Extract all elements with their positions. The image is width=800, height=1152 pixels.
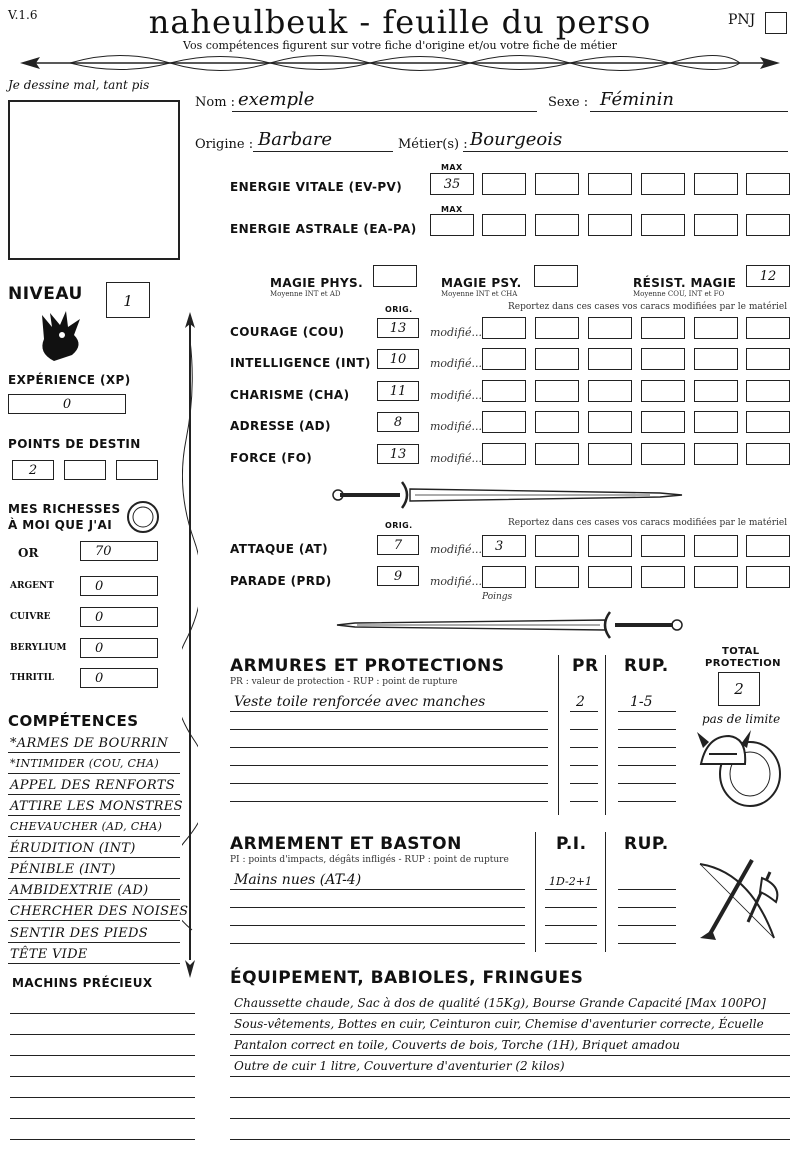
skill-item[interactable]: *INTIMIDER (COU, CHA)	[10, 757, 159, 770]
stat-orig-box[interactable]	[377, 318, 419, 338]
destin-label: POINTS DE DESTIN	[8, 437, 141, 451]
wealth-value: 0	[95, 579, 104, 594]
sheet-subtitle: Vos compétences figurent sur votre fiche d'origine et/ou votre fiche de métier	[183, 39, 617, 52]
stat-mod-box[interactable]	[535, 317, 579, 339]
wealth-value: 70	[95, 544, 112, 559]
ev-box-3[interactable]	[588, 173, 632, 195]
parade-value: 9	[393, 569, 403, 584]
nom-underline	[232, 111, 537, 112]
stats-note: Reportez dans ces cases vos caracs modifiées par le matériel	[508, 302, 788, 312]
wealth-value: 0	[95, 610, 104, 625]
skill-item[interactable]: PÉNIBLE (INT)	[10, 862, 116, 877]
stat-mod-box[interactable]	[746, 443, 790, 465]
stat-mod-box[interactable]	[535, 380, 579, 402]
armor-pr-line[interactable]	[570, 711, 598, 712]
armor-line[interactable]	[230, 711, 548, 712]
weapon-line[interactable]	[230, 907, 525, 908]
weapon-pi-line[interactable]	[545, 889, 597, 890]
attaque-mod-box-5[interactable]	[694, 535, 738, 557]
resist-magie-note: Moyenne COU, INT et FO	[633, 290, 725, 298]
stats-orig-label: ORIG.	[385, 305, 413, 314]
armor-pr-line[interactable]	[570, 765, 598, 766]
equipment-line-text[interactable]: Pantalon correct en toile, Couverts de bois, Torche (1H), Briquet amadou	[234, 1038, 681, 1052]
spear-ornament	[182, 310, 198, 980]
stat-modified-label: modifié...	[430, 326, 482, 339]
armement-rup-header: RUP.	[624, 834, 669, 854]
total-protection-box[interactable]	[718, 672, 760, 706]
stat-value: 13	[389, 321, 407, 336]
parade-label: PARADE (PRD)	[230, 574, 332, 588]
wealth-label: CUIVRE	[10, 612, 51, 622]
magie-phys-note: Moyenne INT et AD	[270, 290, 341, 298]
treasure-line[interactable]	[10, 1139, 195, 1140]
ea-box-4[interactable]	[641, 214, 685, 236]
equipment-line[interactable]	[230, 1055, 790, 1056]
skill-underline	[8, 815, 180, 816]
stat-mod-box[interactable]	[746, 380, 790, 402]
skill-item[interactable]: ATTIRE LES MONSTRES	[10, 799, 183, 814]
attaque-mod-box-2[interactable]	[535, 535, 579, 557]
parade-mod-box-2[interactable]	[535, 566, 579, 588]
equipment-line[interactable]	[230, 1139, 790, 1140]
stat-mod-box[interactable]	[641, 348, 685, 370]
stat-value: 13	[389, 447, 407, 462]
attaque-mod-value: 3	[495, 539, 504, 554]
portrait-box[interactable]	[8, 100, 180, 260]
treasure-line[interactable]	[10, 1076, 195, 1077]
armures-title: ARMURES ET PROTECTIONS	[230, 656, 505, 676]
weapon-pi-line[interactable]	[545, 925, 597, 926]
destin-box-2[interactable]	[64, 460, 106, 480]
total-protection-value: 2	[734, 680, 744, 698]
parade-modified-label: modifié...	[430, 575, 482, 588]
arme-row-pi[interactable]: 1D-2+1	[549, 875, 592, 888]
sexe-value[interactable]: Féminin	[600, 89, 674, 110]
weapon-rup-line[interactable]	[618, 925, 676, 926]
equipment-line[interactable]	[230, 1013, 790, 1014]
wealth-label: BERYLIUM	[10, 643, 67, 653]
armor-line[interactable]	[230, 801, 548, 802]
magie-psy-box[interactable]	[534, 265, 578, 287]
armor-rup-line[interactable]	[618, 729, 676, 730]
stat-mod-box[interactable]	[482, 443, 526, 465]
wealth-label: THRITIL	[10, 673, 55, 683]
weapon-rup-line[interactable]	[618, 889, 676, 890]
skill-underline	[8, 878, 180, 879]
stat-mod-box[interactable]	[746, 348, 790, 370]
poings-label: Poings	[482, 592, 513, 602]
destin-box-1[interactable]	[12, 460, 54, 480]
version-label: V.1.6	[8, 8, 38, 22]
ea-max-label: MAX	[441, 205, 463, 214]
ea-box-1[interactable]	[482, 214, 526, 236]
stat-mod-box[interactable]	[588, 411, 632, 433]
stat-mod-box[interactable]	[535, 411, 579, 433]
wealth-box[interactable]	[80, 607, 158, 627]
origine-value[interactable]: Barbare	[258, 129, 333, 150]
skill-item[interactable]: *ARMES DE BOURRIN	[10, 736, 169, 751]
stat-label: ADRESSE (AD)	[230, 419, 331, 433]
nom-value[interactable]: exemple	[238, 89, 315, 110]
stat-label: INTELLIGENCE (INT)	[230, 356, 371, 370]
stat-orig-box[interactable]	[377, 412, 419, 432]
equipment-line-text[interactable]: Chaussette chaude, Sac à dos de qualité (15Kg), Bourse Grande Capacité [Max 100PO]	[234, 996, 766, 1010]
wealth-box[interactable]	[80, 668, 158, 688]
treasure-line[interactable]	[10, 1118, 195, 1119]
ev-box-2[interactable]	[535, 173, 579, 195]
armor-rup-line[interactable]	[618, 711, 676, 712]
skill-item[interactable]: CHEVAUCHER (AD, CHA)	[10, 820, 163, 833]
equipment-line-text[interactable]: Outre de cuir 1 litre, Couverture d'aventurier (2 kilos)	[234, 1059, 565, 1073]
magie-phys-label: MAGIE PHYS.	[270, 276, 364, 290]
skill-underline	[8, 794, 180, 795]
arme-row-name[interactable]: Mains nues (AT-4)	[234, 872, 362, 888]
equipment-line[interactable]	[230, 1034, 790, 1035]
armor-pr-line[interactable]	[570, 729, 598, 730]
stat-mod-box[interactable]	[482, 317, 526, 339]
stat-mod-box[interactable]	[482, 380, 526, 402]
stat-mod-box[interactable]	[641, 317, 685, 339]
armement-divider-1	[535, 832, 536, 952]
stat-orig-box[interactable]	[377, 349, 419, 369]
weapon-rup-line[interactable]	[618, 943, 676, 944]
stat-modified-label: modifié...	[430, 357, 482, 370]
total-label-2: PROTECTION	[705, 658, 781, 669]
nom-label: Nom :	[195, 95, 236, 110]
armor-rup-line[interactable]	[618, 801, 676, 802]
skill-item[interactable]: AMBIDEXTRIE (AD)	[10, 883, 149, 898]
stat-mod-box[interactable]	[482, 348, 526, 370]
xp-label: EXPÉRIENCE (XP)	[8, 373, 131, 387]
stat-mod-box[interactable]	[746, 317, 790, 339]
armor-line[interactable]	[230, 765, 548, 766]
parade-mod-box-1[interactable]	[482, 566, 526, 588]
armor-line[interactable]	[230, 747, 548, 748]
armures-rup-header: RUP.	[624, 656, 669, 676]
treasure-line[interactable]	[10, 1097, 195, 1098]
stat-mod-box[interactable]	[588, 443, 632, 465]
skill-underline	[8, 773, 180, 774]
attaque-label: ATTAQUE (AT)	[230, 542, 328, 556]
equipment-line-text[interactable]: Sous-vêtements, Bottes en cuir, Ceinturon cuir, Chemise d'aventurier correcte, Écuelle	[234, 1017, 764, 1031]
sexe-underline	[590, 111, 788, 112]
stat-mod-box[interactable]	[746, 411, 790, 433]
armures-subtitle: PR : valeur de protection - RUP : point de rupture	[230, 677, 458, 687]
stat-mod-box[interactable]	[588, 348, 632, 370]
equipment-line[interactable]	[230, 1076, 790, 1077]
skill-item[interactable]: SENTIR DES PIEDS	[10, 926, 148, 941]
crossed-weapons-icon	[690, 852, 786, 948]
stat-label: FORCE (FO)	[230, 451, 313, 465]
ea-label: ENERGIE ASTRALE (EA-PA)	[230, 222, 417, 236]
treasure-line[interactable]	[10, 1013, 195, 1014]
armures-pr-header: PR	[572, 656, 599, 676]
coin-icon	[126, 500, 160, 534]
parade-box[interactable]	[377, 566, 419, 586]
ev-box-4[interactable]	[641, 173, 685, 195]
stat-value: 8	[393, 415, 403, 430]
machins-precieux-label: MACHINS PRÉCIEUX	[12, 976, 153, 990]
origine-label: Origine :	[195, 137, 254, 152]
equipement-title: ÉQUIPEMENT, BABIOLES, FRINGUES	[230, 968, 584, 988]
stat-mod-box[interactable]	[588, 317, 632, 339]
weapon-line[interactable]	[230, 889, 525, 890]
ev-max-box[interactable]	[430, 173, 474, 195]
portrait-caption: Je dessine mal, tant pis	[8, 78, 150, 92]
stat-mod-box[interactable]	[588, 380, 632, 402]
armor-line[interactable]	[230, 783, 548, 784]
skill-item[interactable]: APPEL DES RENFORTS	[10, 778, 175, 793]
sexe-label: Sexe :	[548, 95, 589, 110]
ev-max-label: MAX	[441, 163, 463, 172]
stat-orig-box[interactable]	[377, 381, 419, 401]
ev-box-1[interactable]	[482, 173, 526, 195]
stat-orig-box[interactable]	[377, 444, 419, 464]
armor-rup-line[interactable]	[618, 783, 676, 784]
skill-item[interactable]: CHERCHER DES NOISES	[10, 904, 189, 919]
armement-title: ARMEMENT ET BASTON	[230, 834, 462, 854]
stat-modified-label: modifié...	[430, 420, 482, 433]
stat-mod-box[interactable]	[694, 443, 738, 465]
origine-underline	[253, 151, 393, 152]
stat-modified-label: modifié...	[430, 452, 482, 465]
header-spear-ornament	[10, 50, 790, 76]
niveau-label: NIVEAU	[8, 284, 83, 304]
skill-underline	[8, 963, 180, 964]
combat-orig-label: ORIG.	[385, 521, 413, 530]
wealth-box[interactable]	[80, 576, 158, 596]
magie-psy-label: MAGIE PSY.	[441, 276, 522, 290]
parade-mod-box-4[interactable]	[641, 566, 685, 588]
armor-pr-line[interactable]	[570, 783, 598, 784]
stat-mod-box[interactable]	[641, 380, 685, 402]
armure-row-rup[interactable]: 1-5	[630, 694, 653, 710]
parade-mod-box-5[interactable]	[694, 566, 738, 588]
armement-pi-header: P.I.	[556, 834, 587, 854]
pnj-label: PNJ	[728, 12, 756, 28]
stat-mod-box[interactable]	[482, 411, 526, 433]
competences-label: COMPÉTENCES	[8, 712, 139, 730]
weapon-line[interactable]	[230, 925, 525, 926]
attaque-mod-box-3[interactable]	[588, 535, 632, 557]
total-label-1: TOTAL	[722, 646, 760, 657]
stat-value: 10	[389, 352, 407, 367]
equipment-line[interactable]	[230, 1097, 790, 1098]
attaque-modified-label: modifié...	[430, 543, 482, 556]
ea-box-2[interactable]	[535, 214, 579, 236]
armures-divider-1	[558, 655, 559, 815]
weapon-line[interactable]	[230, 943, 525, 944]
ev-value: 35	[443, 177, 461, 192]
weapon-pi-line[interactable]	[545, 907, 597, 908]
metier-label: Métier(s) :	[398, 137, 468, 152]
armures-divider-2	[605, 655, 606, 815]
niveau-value: 1	[123, 292, 133, 310]
treasure-line[interactable]	[10, 1055, 195, 1056]
armure-row-name[interactable]: Veste toile renforcée avec manches	[234, 694, 486, 710]
resist-magie-value: 12	[759, 269, 777, 284]
stat-value: 11	[389, 384, 407, 399]
skill-underline	[8, 920, 180, 921]
ev-label: ENERGIE VITALE (EV-PV)	[230, 180, 403, 194]
pnj-checkbox[interactable]	[765, 12, 787, 34]
stat-mod-box[interactable]	[641, 443, 685, 465]
magie-psy-note: Moyenne INT et CHA	[441, 290, 518, 298]
treasure-line[interactable]	[10, 1034, 195, 1035]
equipment-line[interactable]	[230, 1118, 790, 1119]
resist-magie-label: RÉSIST. MAGIE	[633, 276, 737, 290]
skill-underline	[8, 752, 180, 753]
dragon-icon	[32, 305, 90, 365]
stat-mod-box[interactable]	[694, 317, 738, 339]
ea-max-box[interactable]	[430, 214, 474, 236]
skill-underline	[8, 942, 180, 943]
weapon-pi-line[interactable]	[545, 943, 597, 944]
skill-item[interactable]: ÉRUDITION (INT)	[10, 841, 136, 856]
ev-box-5[interactable]	[694, 173, 738, 195]
wealth-box[interactable]	[80, 541, 158, 561]
magie-phys-box[interactable]	[373, 265, 417, 287]
combat-note: Reportez dans ces cases vos caracs modifiées par le matériel	[508, 518, 788, 528]
ea-box-6[interactable]	[746, 214, 790, 236]
attaque-mod-box-4[interactable]	[641, 535, 685, 557]
sword-ornament-2	[335, 608, 685, 642]
armure-row-pr[interactable]: 2	[576, 694, 585, 710]
skill-underline	[8, 836, 180, 837]
sheet-title: naheulbeuk - feuille du perso	[148, 3, 652, 41]
ev-box-6[interactable]	[746, 173, 790, 195]
helmet-shield-icon	[695, 728, 785, 810]
skill-item[interactable]: TÊTE VIDE	[10, 947, 88, 962]
attaque-value: 7	[393, 538, 403, 553]
metier-value[interactable]: Bourgeois	[470, 129, 563, 150]
stat-mod-box[interactable]	[535, 348, 579, 370]
xp-value: 0	[62, 397, 72, 412]
parade-mod-box-6[interactable]	[746, 566, 790, 588]
stat-mod-box[interactable]	[694, 411, 738, 433]
armor-rup-line[interactable]	[618, 765, 676, 766]
armor-pr-line[interactable]	[570, 747, 598, 748]
stat-mod-box[interactable]	[641, 411, 685, 433]
attaque-mod-box-6[interactable]	[746, 535, 790, 557]
metier-underline	[463, 151, 788, 152]
armor-rup-line[interactable]	[618, 747, 676, 748]
skill-underline	[8, 899, 180, 900]
wealth-value: 0	[95, 641, 104, 656]
armement-subtitle: PI : points d'impacts, dégâts infligés - RUP : point de rupture	[230, 855, 509, 865]
armor-line[interactable]	[230, 729, 548, 730]
armement-divider-2	[605, 832, 606, 952]
attaque-box[interactable]	[377, 535, 419, 555]
stat-mod-box[interactable]	[694, 348, 738, 370]
wealth-box[interactable]	[80, 638, 158, 658]
sword-ornament	[330, 478, 690, 512]
niveau-box[interactable]	[106, 282, 150, 318]
stat-mod-box[interactable]	[694, 380, 738, 402]
resist-magie-box[interactable]	[746, 265, 790, 287]
wealth-value: 0	[95, 671, 104, 686]
destin-box-3[interactable]	[116, 460, 158, 480]
stat-mod-box[interactable]	[535, 443, 579, 465]
richesses-label-2: À MOI QUE J'AI	[8, 518, 113, 532]
wealth-label: ARGENT	[10, 581, 54, 591]
skill-underline	[8, 857, 180, 858]
stat-label: COURAGE (COU)	[230, 325, 345, 339]
stat-label: CHARISME (CHA)	[230, 388, 350, 402]
parade-mod-box-3[interactable]	[588, 566, 632, 588]
pas-de-limite-label: pas de limite	[702, 712, 781, 726]
wealth-label: OR	[18, 546, 39, 560]
destin-value: 2	[28, 463, 38, 478]
weapon-rup-line[interactable]	[618, 907, 676, 908]
armor-pr-line[interactable]	[570, 801, 598, 802]
xp-box[interactable]	[8, 394, 126, 414]
ea-box-3[interactable]	[588, 214, 632, 236]
attaque-mod-box-1[interactable]	[482, 535, 526, 557]
stat-modified-label: modifié...	[430, 389, 482, 402]
richesses-label-1: MES RICHESSES	[8, 502, 121, 516]
ea-box-5[interactable]	[694, 214, 738, 236]
